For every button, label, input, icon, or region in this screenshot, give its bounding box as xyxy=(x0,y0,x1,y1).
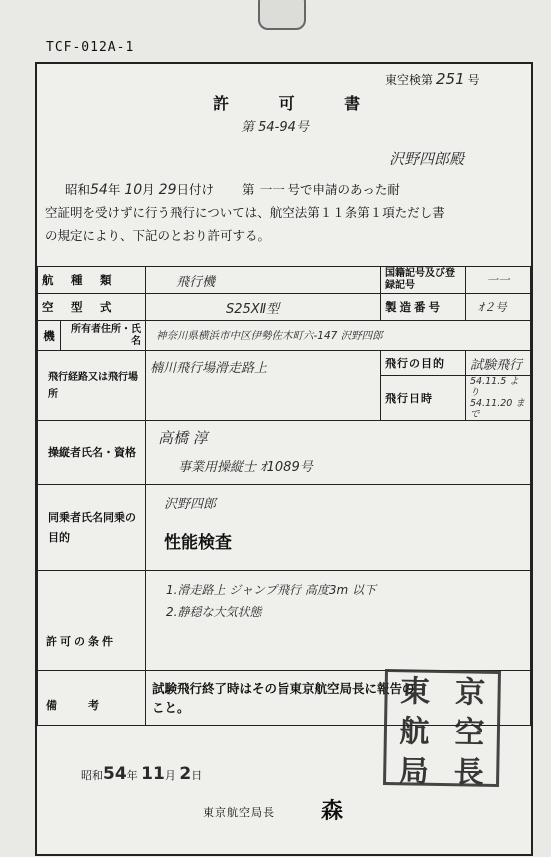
pilot-certificate: 事業用操縦士 ｵ1089号 xyxy=(178,460,313,475)
seal-char-4: 空 xyxy=(454,715,485,751)
remarks-line-2: こと。 xyxy=(152,700,190,715)
seal-char-1: 東 xyxy=(399,674,431,710)
registration-label: 国籍記号及び登録記号 xyxy=(381,267,466,294)
purpose-label: 飛行の目的 xyxy=(381,351,466,376)
issuer-signature: 森 xyxy=(321,798,344,824)
model-label: 空 型 式 xyxy=(38,294,146,321)
body-line-3: の規定により、下記のとおり許可する。 xyxy=(45,228,271,243)
passenger-purpose: 性能検査 xyxy=(164,533,232,553)
conditions-label: 許可の条件 xyxy=(38,571,146,671)
pilot-label: 操縦者氏名・資格 xyxy=(38,421,146,485)
official-seal xyxy=(383,669,501,791)
kind-value: 飛行機 xyxy=(146,267,381,294)
route-label: 飛行経路又は飛行場所 xyxy=(38,351,146,421)
issue-date: 昭和54年 11月 2日 xyxy=(81,764,203,784)
row-pilot xyxy=(38,421,531,485)
body-line-2: 空証明を受けずに行う飛行については、航空法第１１条第１項ただし書 xyxy=(45,205,445,220)
passenger-value xyxy=(146,485,531,571)
row-passenger xyxy=(38,485,531,571)
row-route xyxy=(38,351,531,376)
issuer-title: 東京航空局長 xyxy=(203,806,275,819)
purpose-value: 試験飛行 xyxy=(466,351,531,376)
permit-number: 東空検第 251 号 xyxy=(385,70,480,88)
row-kind xyxy=(38,267,531,294)
condition-item-2: 2.静穏な大気状態 xyxy=(166,605,262,619)
date-value xyxy=(466,376,531,421)
recipient-name: 沢野四郎殿 xyxy=(389,150,465,168)
owner-side-label: 機 xyxy=(38,321,61,351)
remarks-label: 備 考 xyxy=(38,671,146,726)
seal-char-5: 局 xyxy=(398,754,430,790)
row-owner xyxy=(38,321,531,351)
permit-table xyxy=(37,266,531,726)
passenger-name: 沢野四郎 xyxy=(164,497,217,512)
owner-label: 所有者住所・氏名 xyxy=(61,321,146,351)
seal-char-3: 航 xyxy=(399,714,430,750)
seal-char-6: 長 xyxy=(453,755,485,791)
condition-item-1: 1.滑走路上 ジャンプ飛行 高度3m 以下 xyxy=(166,583,376,597)
pilot-name: 高橋 淳 xyxy=(158,429,208,447)
serial-value: ｵ２号 xyxy=(466,294,531,321)
pilot-value xyxy=(146,421,531,485)
serial-label: 製造番号 xyxy=(381,294,466,321)
row-conditions xyxy=(38,571,531,671)
remarks-line-1: 試験飛行終了時はその旨東京航空局長に報告の xyxy=(152,681,415,696)
seal-char-2: 京 xyxy=(454,675,486,711)
row-model xyxy=(38,294,531,321)
binder-hole xyxy=(258,0,306,30)
page-title: 許 可 書 xyxy=(213,94,383,113)
date-from: 54.11.5 より xyxy=(470,376,519,398)
date-label: 飛行日時 xyxy=(381,376,466,421)
form-number: TCF-012A-1 xyxy=(46,40,135,55)
body-line-1: 昭和54年 10月 29日付け 第 一一 号で申請のあった耐 xyxy=(65,182,400,198)
conditions-value xyxy=(146,571,531,671)
registration-value: 一一 xyxy=(466,267,531,294)
route-value: 楠川飛行場滑走路上 xyxy=(146,351,381,421)
owner-value: 神奈川県横浜市中区伊勢佐木町六-147 沢野四郎 xyxy=(146,321,531,351)
passenger-label: 同乗者氏名同乗の目的 xyxy=(38,485,146,571)
kind-label: 航 種 類 xyxy=(38,267,146,294)
sub-number: 第 54-94号 xyxy=(241,120,309,135)
model-value: S25XⅡ型 xyxy=(146,294,381,321)
date-to: 54.11.20 まで xyxy=(470,398,525,420)
